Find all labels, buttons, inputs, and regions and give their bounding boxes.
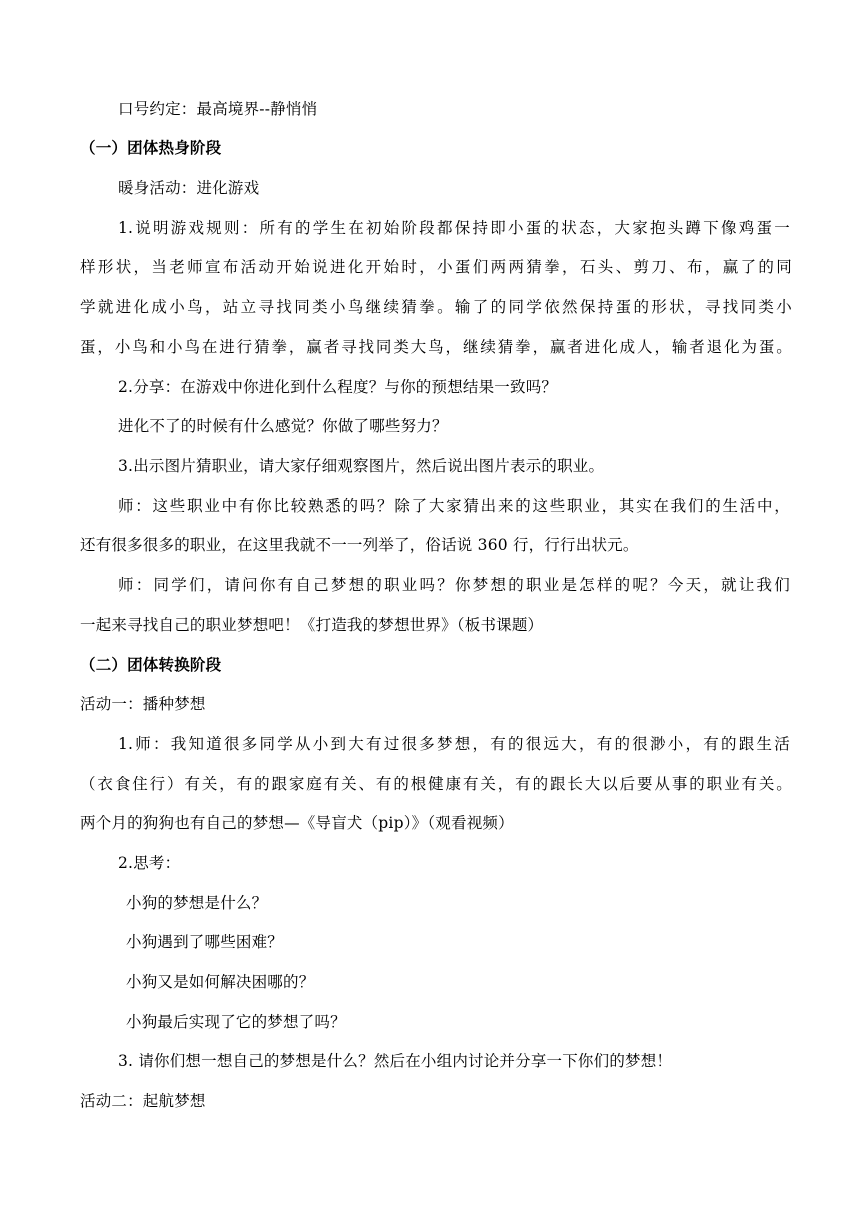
slogan-line: 口号约定：最高境界--静悄悄: [118, 100, 318, 118]
guess-job-line: 3.出示图片猜职业，请大家仔细观察图片，然后说出图片表示的职业。: [118, 457, 605, 475]
share-question-line: 2.分享：在游戏中你进化到什么程度？与你的预想结果一致吗？: [118, 378, 558, 396]
rule-paragraph-line: 学就进化成小鸟，站立寻找同类小鸟继续猜拳。输了的同学依然保持蛋的形状，寻找同类小: [80, 298, 792, 316]
discussion-line: 3. 请你们想一想自己的梦想是什么？然后在小组内讨论并分享一下你们的梦想！: [118, 1052, 673, 1070]
rule-paragraph-line: 1.说明游戏规则：所有的学生在初始阶段都保持即小蛋的状态，大家抱头蹲下像鸡蛋一: [118, 219, 790, 237]
teacher-paragraph-line: 一起来寻找自己的职业梦想吧！《打造我的梦想世界》（板书课题）: [80, 616, 544, 634]
dream-paragraph-line: 1.师：我知道很多同学从小到大有过很多梦想，有的很远大，有的很渺小，有的跟生活: [118, 735, 790, 753]
think-question: 小狗最后实现了它的梦想了吗？: [126, 1013, 346, 1031]
teacher-paragraph-line: 师：同学们，请问你有自己梦想的职业吗？你梦想的职业是怎样的呢？今天，就让我们: [118, 576, 790, 594]
activity-one-heading: 活动一：播种梦想: [80, 695, 206, 713]
teacher-paragraph-line: 还有很多很多的职业，在这里我就不一一列举了，俗话说 360 行，行行出状元。: [80, 536, 639, 554]
warmup-activity-line: 暖身活动：进化游戏: [118, 179, 260, 197]
rule-paragraph-line: 样形状，当老师宣布活动开始说进化开始时，小蛋们两两猜拳，石头、剪刀、布，赢了的同: [80, 258, 792, 276]
share-question-line: 进化不了的时候有什么感觉？你做了哪些努力？: [118, 417, 448, 435]
think-question: 小狗又是如何解决困哪的？: [126, 973, 315, 991]
rule-paragraph-line: 蛋，小鸟和小鸟在进行猜拳，赢者寻找同类大鸟，继续猜拳，赢者进化成人，输者退化为蛋。: [80, 338, 792, 356]
dream-paragraph-line: （衣食住行）有关，有的跟家庭有关、有的根健康有关，有的跟长大以后要从事的职业有关。: [80, 775, 792, 793]
teacher-paragraph-line: 师：这些职业中有你比较熟悉的吗？除了大家猜出来的这些职业，其实在我们的生活中，: [118, 497, 790, 515]
section-heading-transition: （二）团体转换阶段: [80, 655, 222, 674]
activity-two-heading: 活动二：起航梦想: [80, 1092, 206, 1110]
section-heading-warmup: （一）团体热身阶段: [80, 138, 222, 157]
think-question: 小狗遇到了哪些困难？: [126, 933, 284, 951]
think-heading: 2.思考：: [118, 854, 181, 872]
think-question: 小狗的梦想是什么？: [126, 894, 268, 912]
dream-paragraph-line: 两个月的狗狗也有自己的梦想—《导盲犬（pip）》（观看视频）: [80, 814, 514, 832]
